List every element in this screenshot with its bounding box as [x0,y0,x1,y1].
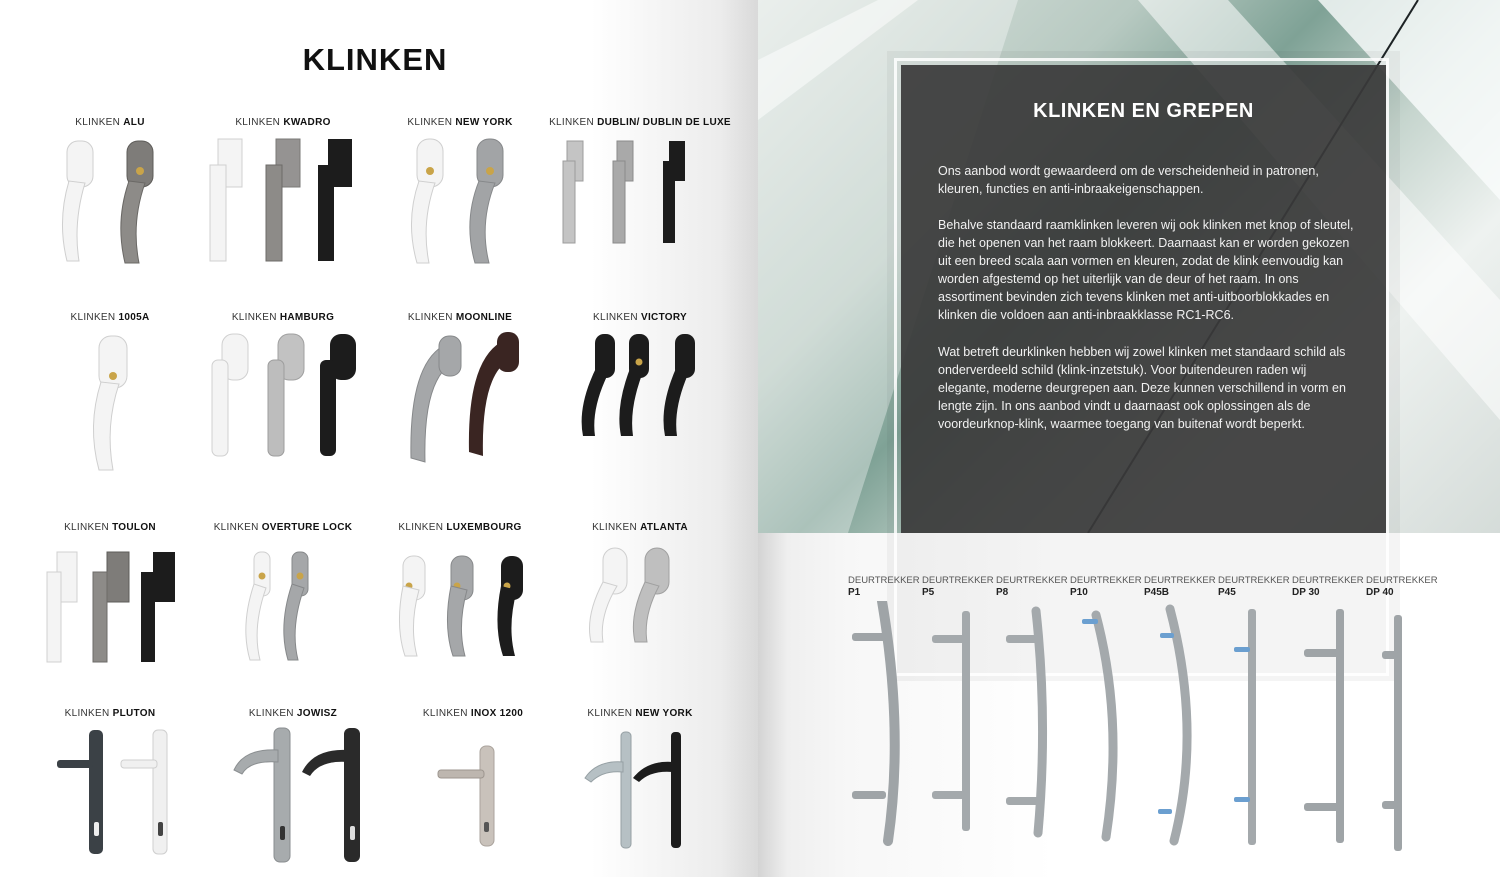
product-caption: KLINKEN VICTORY [593,312,687,323]
product-caption: KLINKEN 1005A [70,312,150,323]
window-handle-image [188,131,378,291]
door-pull-image [1070,601,1144,877]
door-pull-image [1144,601,1218,877]
product-caption: KLINKEN INOX 1200 [422,708,524,719]
product-dublin [545,117,735,292]
paragraph-3: Wat betreft deurklinken hebben wij zowel klinken met standaard schild als onderverdeeld schild (klink-inzetstuk). Voor buitendeuren raden wij elegante, moderne deurgrepen aan. Deze kunnen verschillend in vorm en lengte zijn. In ons aanbod vindt u daarnaast ook oplossingen als de voordeurknop-klink, waarmee toegang van buitenaf wordt beperkt. [938,345,1346,431]
door-pull-image [1218,601,1292,877]
window-handle-image [15,131,205,291]
product-caption: KLINKEN KWADRO [235,117,331,128]
product-hamburg [188,312,378,487]
product-inox-1200 [378,708,568,877]
info-box-title: KLINKEN EN GREPEN [1033,100,1254,122]
paragraph-2: Behalve standaard raamklinken leveren wij ook klinken met knop of sleutel, die het openen van het raam blokkeert. Daarnaast kan er worden gekozen uit een breed scala aan vormen en kleuren, zodat de klink eenvoudig kan worden afgestemd op het uiterlijk van de deur of het raam. In ons assortiment bevinden zich tevens klinken met anti-uitboorblokkades en klinken die voldoen aan anti-inbraakklasse RC1-RC6. [938,218,1354,322]
product-alu [15,117,205,292]
pull-p1: DEURTREKKER P1 [848,575,922,599]
page-title: KLINKEN [302,42,448,77]
product-caption: KLINKEN DUBLIN/ DUBLIN DE LUXE [549,117,731,128]
pull-p45b: DEURTREKKER P45B [1144,575,1218,599]
door-handle-image [198,722,388,877]
product-caption: KLINKEN MOONLINE [407,312,513,323]
product-victory [545,312,735,487]
door-pull-image [996,601,1070,877]
window-handle-image [545,536,735,696]
product-moonline [365,312,555,487]
product-caption: KLINKEN OVERTURE LOCK [213,522,353,533]
right-page [758,0,1500,877]
product-kwadro [188,117,378,292]
product-luxembourg [365,522,555,697]
paragraph-1: Ons aanbod wordt gewaardeerd om de verscheidenheid in patronen, kleuren, functies en anti-inbraakeigenschappen. [938,164,1319,196]
pull-p10: DEURTREKKER P10 [1070,575,1144,599]
window-handle-image [188,326,378,486]
door-handle-image [378,722,568,877]
product-toulon [15,522,205,697]
pull-p45: DEURTREKKER P45 [1218,575,1292,599]
product-caption: KLINKEN PLUTON [64,708,156,719]
window-handle-image [365,131,555,291]
product-caption: KLINKEN ALU [75,117,145,128]
product-caption: KLINKEN NEW YORK [407,117,513,128]
product-caption: KLINKEN HAMBURG [231,312,335,323]
pull-dp40: DEURTREKKER DP 40 [1366,575,1440,599]
product-new-york-door [545,708,735,877]
product-new-york [365,117,555,292]
pull-p5: DEURTREKKER P5 [922,575,996,599]
product-caption: KLINKEN JOWISZ [248,708,338,719]
product-caption: KLINKEN ATLANTA [592,522,688,533]
door-pull-image [848,601,922,877]
door-pull-image [1366,601,1440,877]
product-caption: KLINKEN TOULON [64,522,156,533]
door-pull-image [922,601,996,877]
door-handle-image [15,722,205,877]
product-overture-lock [188,522,378,697]
product-jowisz [198,708,388,877]
door-handle-image [545,722,735,877]
window-handle-image [365,536,555,696]
pull-dp30: DEURTREKKER DP 30 [1292,575,1366,599]
window-handle-image [15,326,205,486]
product-caption: KLINKEN NEW YORK [587,708,693,719]
pull-p8: DEURTREKKER P8 [996,575,1070,599]
window-handle-image [15,536,205,696]
product-atlanta [545,522,735,697]
door-pull-image [1292,601,1366,877]
window-handle-image [545,131,735,291]
window-handle-image [188,536,378,696]
window-handle-image [545,326,735,486]
product-caption: KLINKEN LUXEMBOURG [398,522,522,533]
product-pluton [15,708,205,877]
window-handle-image [365,326,555,486]
product-1005a [15,312,205,487]
